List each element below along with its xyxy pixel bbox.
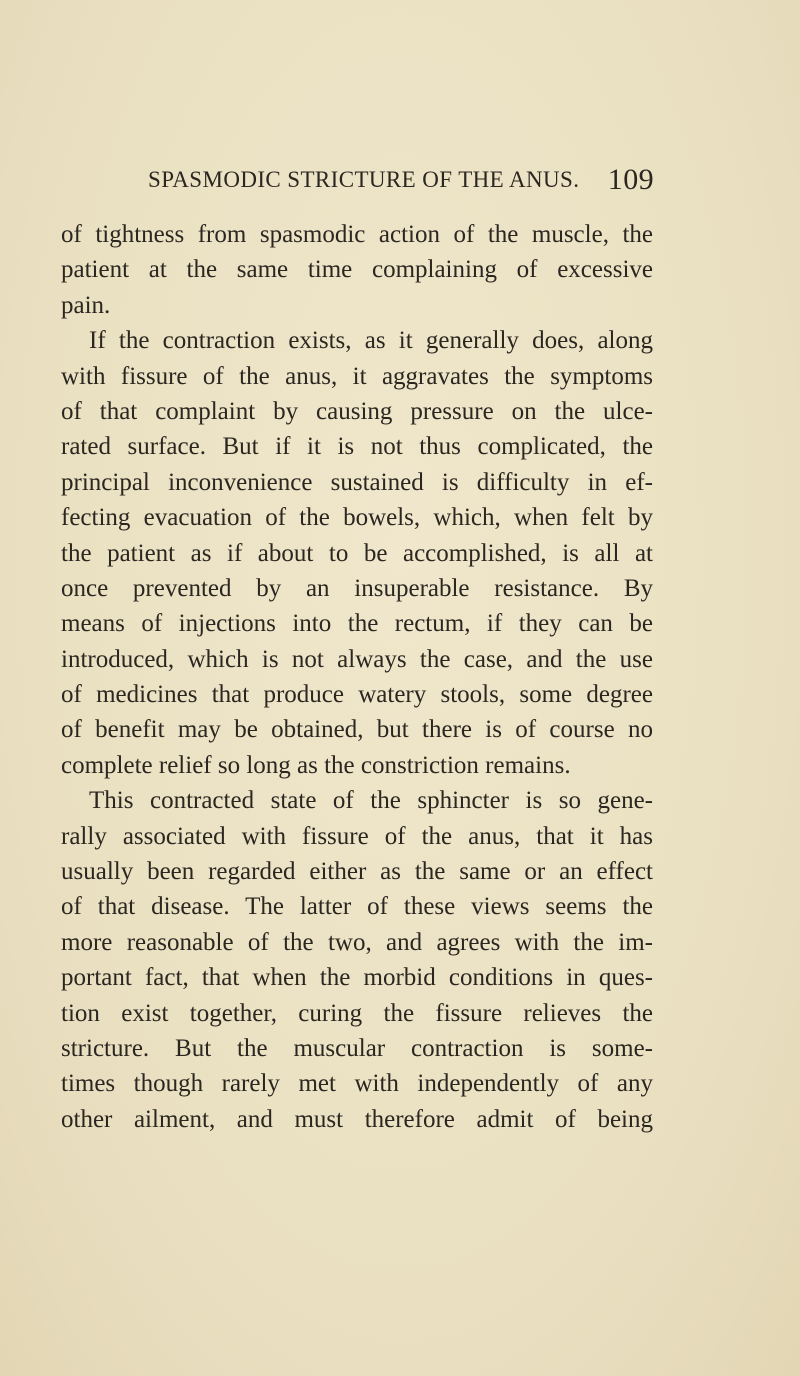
text-line: means of injections into the rectum, if they can be bbox=[61, 610, 653, 638]
text-line: other ailment, and must therefore admit of being bbox=[61, 1105, 653, 1133]
text-line: rated surface. But if it is not thus complicated, the bbox=[61, 433, 653, 461]
text-line: more reasonable of the two, and agrees with the im- bbox=[61, 928, 653, 956]
text-line: of that complaint by causing pressure on the ulce- bbox=[61, 397, 653, 425]
text-line: fecting evacuation of the bowels, which, when felt by bbox=[61, 504, 653, 532]
running-head-title: SPASMODIC STRICTURE OF THE ANUS. bbox=[148, 167, 580, 192]
text-line: of benefit may be obtained, but there is of course no bbox=[61, 716, 653, 744]
text-line: pain. bbox=[61, 291, 111, 319]
text-line: portant fact, that when the morbid conditions in ques- bbox=[61, 964, 653, 992]
text-line: of medicines that produce watery stools, some degree bbox=[61, 681, 653, 709]
text-line: stricture. But the muscular contraction is some- bbox=[61, 1034, 653, 1062]
text-line: once prevented by an insuperable resistance. By bbox=[61, 574, 653, 602]
text-line: If the contraction exists, as it generally does, along bbox=[89, 327, 653, 355]
text-line: of tightness from spasmodic action of the muscle, the bbox=[61, 221, 653, 248]
text-line: times though rarely met with independently of any bbox=[61, 1070, 653, 1098]
text-line: with fissure of the anus, it aggravates the symptoms bbox=[61, 362, 653, 390]
text-line: This contracted state of the sphincter is so gene- bbox=[89, 787, 653, 815]
running-head bbox=[148, 163, 654, 203]
text-line: patient at the same time complaining of excessive bbox=[61, 256, 653, 284]
text-line: the patient as if about to be accomplished, is all at bbox=[61, 539, 653, 567]
body-text bbox=[61, 217, 653, 1137]
text-line: rally associated with fissure of the anus, that it has bbox=[61, 822, 653, 850]
page-number: 109 bbox=[607, 163, 654, 196]
text-line: principal inconvenience sustained is difficulty in ef- bbox=[61, 468, 653, 496]
text-line: usually been regarded either as the same or an effect bbox=[61, 858, 653, 886]
text-line: introduced, which is not always the case, and the use bbox=[61, 645, 653, 673]
text-line: tion exist together, curing the fissure relieves the bbox=[61, 999, 653, 1027]
text-line: of that disease. The latter of these views seems the bbox=[61, 893, 653, 921]
text-line: complete relief so long as the constriction remains. bbox=[61, 751, 571, 779]
